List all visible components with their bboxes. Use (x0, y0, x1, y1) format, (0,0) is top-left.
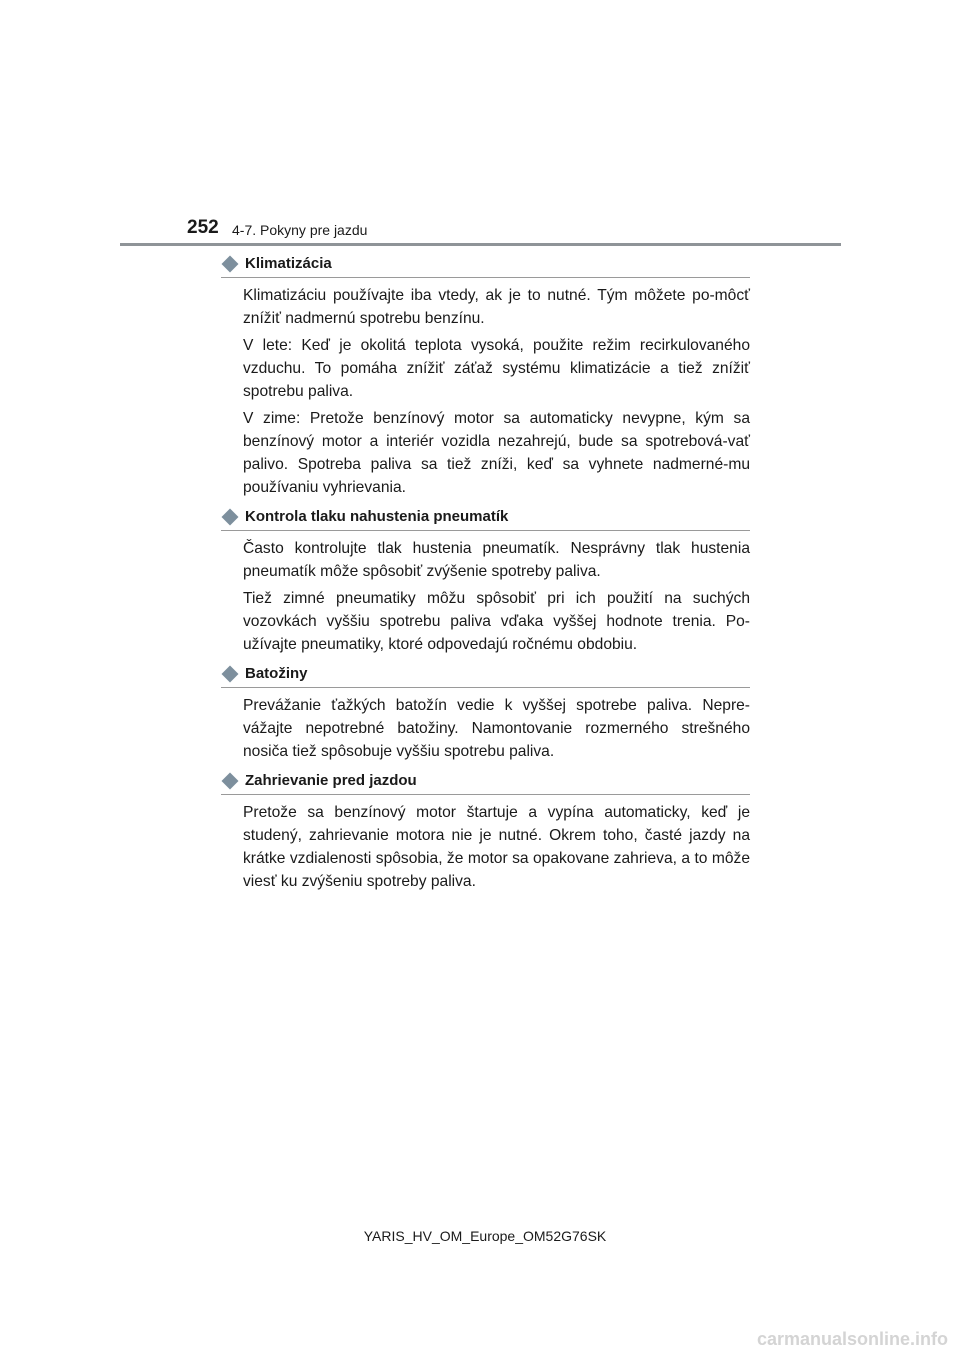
section-heading (221, 767, 750, 795)
paragraph: Často kontrolujte tlak hustenia pneumatík. Nesprávny tlak hustenia pneumatík môže spôsobiť zvýšenie spotreby paliva. (243, 540, 750, 580)
section-heading (221, 250, 750, 278)
chapter-title: 4-7. Pokyny pre jazdu (232, 222, 368, 238)
section-warm-up (221, 767, 750, 893)
header-rule (120, 243, 841, 246)
paragraph: Tiež zimné pneumatiky môžu spôsobiť pri ich použití na suchých vozovkách vyššiu spotrebu paliva vďaka vyššej hodnote trenia. Po-užívajte pneumatiky, ktoré odpovedajú ročnému obdobiu. (243, 590, 750, 653)
paragraph: V zime: Pretože benzínový motor sa automaticky nevypne, kým sa benzínový motor a interiér vozidla nezahrejú, bude sa spotrebová-vať palivo. Spotreba paliva sa tiež zníži, keď sa vyhnete nadmerné-mu používaniu vyhrievania. (243, 410, 750, 496)
section-title: Batožiny (245, 664, 308, 682)
paragraph: Prevážanie ťažkých batožín vedie k vyššej spotrebe paliva. Nepre-vážajte nepotrebné batožiny. Namontovanie rozmerného strešného nosiča tiež spôsobuje vyššiu spotrebu paliva. (243, 697, 750, 760)
section-klimatizacia (221, 250, 750, 499)
section-tire-pressure (221, 503, 750, 656)
paragraph: Pretože sa benzínový motor štartuje a vypína automaticky, keď je studený, zahrievanie motora nie je nutné. Okrem toho, časté jazdy na krátke vzdialenosti spôsobia, že motor sa opakovane zahrieva, a to môže viesť ku zvýšeniu spotreby paliva. (243, 804, 750, 890)
section-heading (221, 503, 750, 531)
diamond-bullet-icon (222, 665, 239, 682)
diamond-bullet-icon (222, 508, 239, 525)
section-heading (221, 660, 750, 688)
section-title: Kontrola tlaku nahustenia pneumatík (245, 507, 509, 525)
diamond-bullet-icon (222, 772, 239, 789)
section-title: Klimatizácia (245, 254, 332, 272)
section-title: Zahrievanie pred jazdou (245, 771, 417, 789)
page-content (221, 250, 750, 897)
watermark: carmanualsonline.info (756, 1329, 948, 1349)
paragraph: Klimatizáciu používajte iba vtedy, ak je to nutné. Tým môžete po-môcť znížiť nadmernú spotrebu benzínu. (243, 287, 750, 327)
paragraph: V lete: Keď je okolitá teplota vysoká, použite režim recirkulovaného vzduchu. To pomáha znížiť záťaž systému klimatizácie a tiež znížiť spotrebu paliva. (243, 337, 750, 400)
section-luggage (221, 660, 750, 763)
document-code: YARIS_HV_OM_Europe_OM52G76SK (363, 1228, 607, 1244)
diamond-bullet-icon (222, 255, 239, 272)
page-number: 252 (187, 217, 219, 238)
